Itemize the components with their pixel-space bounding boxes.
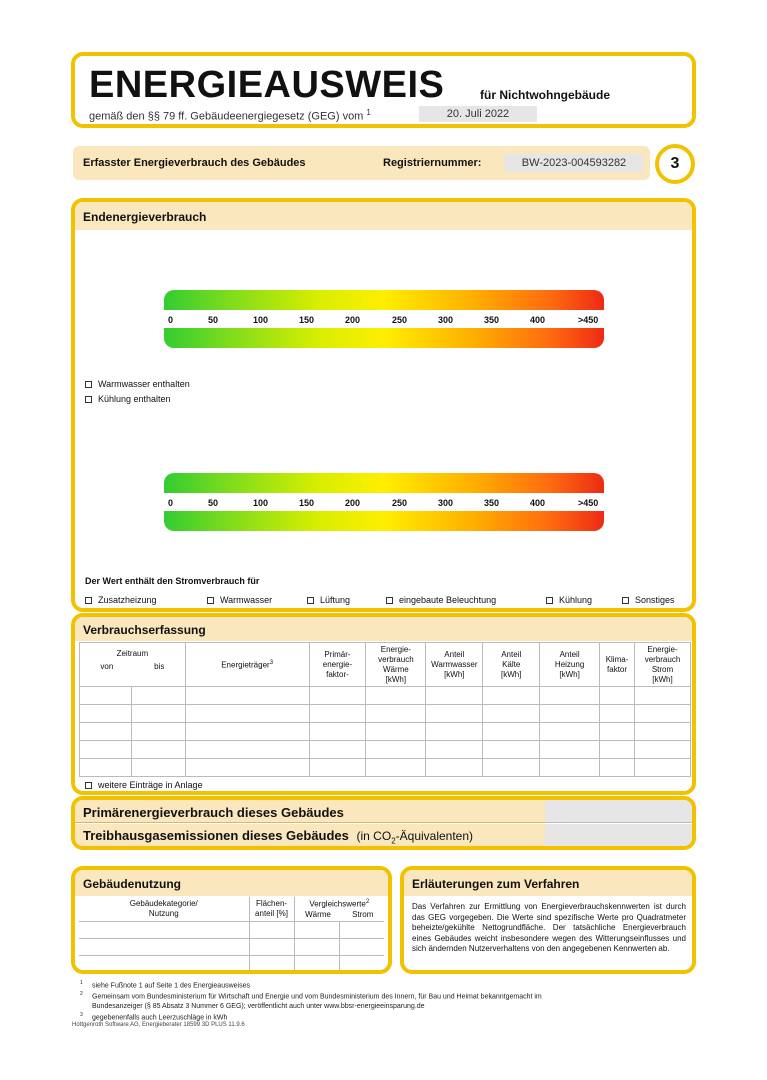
table-row: [80, 723, 691, 741]
header-box: [71, 52, 696, 128]
table-row: [80, 687, 691, 705]
strom-option-zusatzheizung[interactable]: Zusatzheizung: [85, 595, 157, 605]
tick-label: 400: [530, 315, 546, 325]
tick-label: 100: [253, 315, 269, 325]
issue-date-field: 20. Juli 2022: [419, 106, 537, 122]
verbrauch-header-band: [75, 617, 692, 641]
tick-label: 300: [438, 315, 454, 325]
document-title: ENERGIEAUSWEIS: [89, 64, 445, 106]
section-bar: [73, 146, 650, 180]
tick-label: 0: [168, 315, 174, 325]
checkbox-icon[interactable]: [207, 597, 214, 604]
erlaeuterungen-heading: Erläuterungen zum Verfahren: [412, 877, 580, 891]
col-anteil-warmwasser: Anteil Warmwasser [kWh]: [426, 643, 483, 687]
tick-label: 150: [299, 315, 315, 325]
page-number-badge: 3: [655, 144, 695, 184]
nutzung-heading: Gebäudenutzung: [83, 877, 181, 891]
checkbox-more-entries[interactable]: weitere Einträge in Anlage: [85, 780, 203, 790]
strom-option-beleuchtung[interactable]: eingebaute Beleuchtung: [386, 595, 496, 605]
col-energieverbrauch-strom: Energie- verbrauch Strom [kWh]: [635, 643, 691, 687]
endenergie-box: [71, 198, 696, 612]
table-row: [79, 938, 384, 955]
col-anteil-kaelte: Anteil Kälte [kWh]: [483, 643, 540, 687]
strom-option-kuehlung[interactable]: Kühlung: [546, 595, 592, 605]
strom-option-lueftung[interactable]: Lüftung: [307, 595, 350, 605]
col-zeitraum: Zeitraum von bis: [80, 643, 186, 687]
strom-note: Der Wert enthält den Stromverbrauch für: [85, 576, 260, 586]
checkbox-icon[interactable]: [85, 396, 92, 403]
checkbox-icon[interactable]: [546, 597, 553, 604]
tick-label: 200: [345, 315, 361, 325]
strom-option-warmwasser[interactable]: Warmwasser: [207, 595, 272, 605]
table-row: [80, 705, 691, 723]
primaer-label: Primärenergieverbrauch dieses Gebäudes: [83, 805, 344, 820]
scale-ticks-bottom: [164, 498, 604, 510]
software-credit: Hottgenroth Software AG, Energieberater 18599 3D PLUS 11.9.6: [72, 1022, 245, 1028]
tick-label: 400: [530, 498, 546, 508]
thg-value-field: [545, 824, 692, 846]
tick-label: 200: [345, 498, 361, 508]
table-row: [79, 921, 384, 938]
tick-label: 150: [299, 498, 315, 508]
footnote-2-cont: Bundesanzeiger (§ 85 Absatz 3 Nummer 6 GEG); veröffentlicht auch unter www.bbsr-energieeinsparung.de: [92, 1002, 425, 1010]
table-row: [80, 741, 691, 759]
verbrauch-heading: Verbrauchserfassung: [83, 623, 206, 637]
tick-label: 250: [392, 498, 408, 508]
footnotes: [80, 979, 680, 1022]
section-bar-label: Erfasster Energieverbrauch des Gebäudes: [83, 157, 306, 169]
col-energieverbrauch-waerme: Energie- verbrauch Wärme [kWh]: [366, 643, 426, 687]
tick-label: 0: [168, 498, 174, 508]
tick-label: 350: [484, 315, 500, 325]
checkbox-icon[interactable]: [85, 597, 92, 604]
checkbox-warmwasser[interactable]: Warmwasser enthalten: [85, 379, 190, 389]
col-primaerenergiefaktor: Primär- energie- faktor-: [309, 643, 366, 687]
checkbox-icon[interactable]: [622, 597, 629, 604]
footnote-3: $^3$ gegebenenfalls auch Leerzuschläge in kWh: [80, 1011, 228, 1021]
checkbox-icon[interactable]: [307, 597, 314, 604]
verbrauch-box: [71, 613, 696, 795]
thg-row: [75, 824, 545, 846]
checkbox-icon[interactable]: [85, 381, 92, 388]
thg-label: Treibhausgasemissionen dieses Gebäudes (in $CO_2-Äquivalenten$): [83, 828, 474, 846]
endenergie-header-band: [75, 202, 692, 230]
scale-ticks-top: [164, 315, 604, 327]
table-row: [80, 759, 691, 777]
footnote-1: $^1$ siehe Fußnote 1 auf Seite 1 des Energieausweises: [80, 980, 250, 990]
col-flaechenanteil: Flächen- anteil [%]: [249, 897, 294, 921]
tick-label: 50: [208, 498, 219, 508]
verbrauch-table: [79, 642, 691, 777]
col-vergleichswerte: Vergleichswerte$^2$ Wärme Strom: [294, 897, 384, 921]
nutzung-header-band: [75, 870, 388, 896]
law-reference: gemäß den §§ 79 ff. Gebäudeenergiegesetz (GEG) vom $^1$: [89, 108, 371, 123]
checkbox-icon[interactable]: [85, 782, 92, 789]
primaer-box: [71, 796, 696, 850]
col-klimafaktor: Klima- faktor: [600, 643, 635, 687]
checkbox-icon[interactable]: [386, 597, 393, 604]
table-row: [79, 955, 384, 972]
tick-label: >450: [578, 315, 599, 325]
registration-label: Registriernummer:: [383, 157, 482, 169]
tick-label: >450: [578, 498, 599, 508]
erlaeuterungen-box: [400, 866, 696, 974]
col-anteil-heizung: Anteil Heizung [kWh]: [540, 643, 600, 687]
erlaeuterungen-text: Das Verfahren zur Ermittlung von Energieverbrauchskennwerten ist durch das GEG vorgegeben. Die Werte sind spezifische Werte pro Quadratmeter beheizte/gekühlte Nettogrundfläche. Der tatsächliche Energieverbrauch eines Gebäudes weicht insbesondere wegen des Witterungseinflusses und sich ändernden Nutzerverhaltens von den angegebenen Kennwerten ab.: [412, 902, 686, 954]
strom-option-sonstiges[interactable]: Sonstiges: [622, 595, 675, 605]
registration-number: BW-2023-004593282: [505, 154, 643, 172]
tick-label: 100: [253, 498, 269, 508]
col-energietraeger: Energieträger$^3$: [185, 643, 309, 687]
tick-label: 250: [392, 315, 408, 325]
tick-label: 50: [208, 315, 219, 325]
document-subtitle: für Nichtwohngebäude: [480, 88, 610, 102]
endenergie-heading: Endenergieverbrauch: [83, 210, 207, 224]
nutzung-table: [79, 897, 384, 973]
primaer-value-field: [545, 800, 692, 823]
tick-label: 350: [484, 498, 500, 508]
footnote-2: $^2$ Gemeinsam vom Bundesministerium für Wirtschaft und Energie und vom Bundesministerium des Innern, für Bau und Heimat bekanntgemacht im: [80, 991, 542, 1001]
col-kategorie: Gebäudekategorie/ Nutzung: [79, 897, 249, 921]
checkbox-kuehlung[interactable]: Kühlung enthalten: [85, 394, 171, 404]
erlaeuterungen-header-band: [404, 870, 692, 896]
primaer-row: [75, 800, 545, 823]
nutzung-box: [71, 866, 392, 974]
tick-label: 300: [438, 498, 454, 508]
